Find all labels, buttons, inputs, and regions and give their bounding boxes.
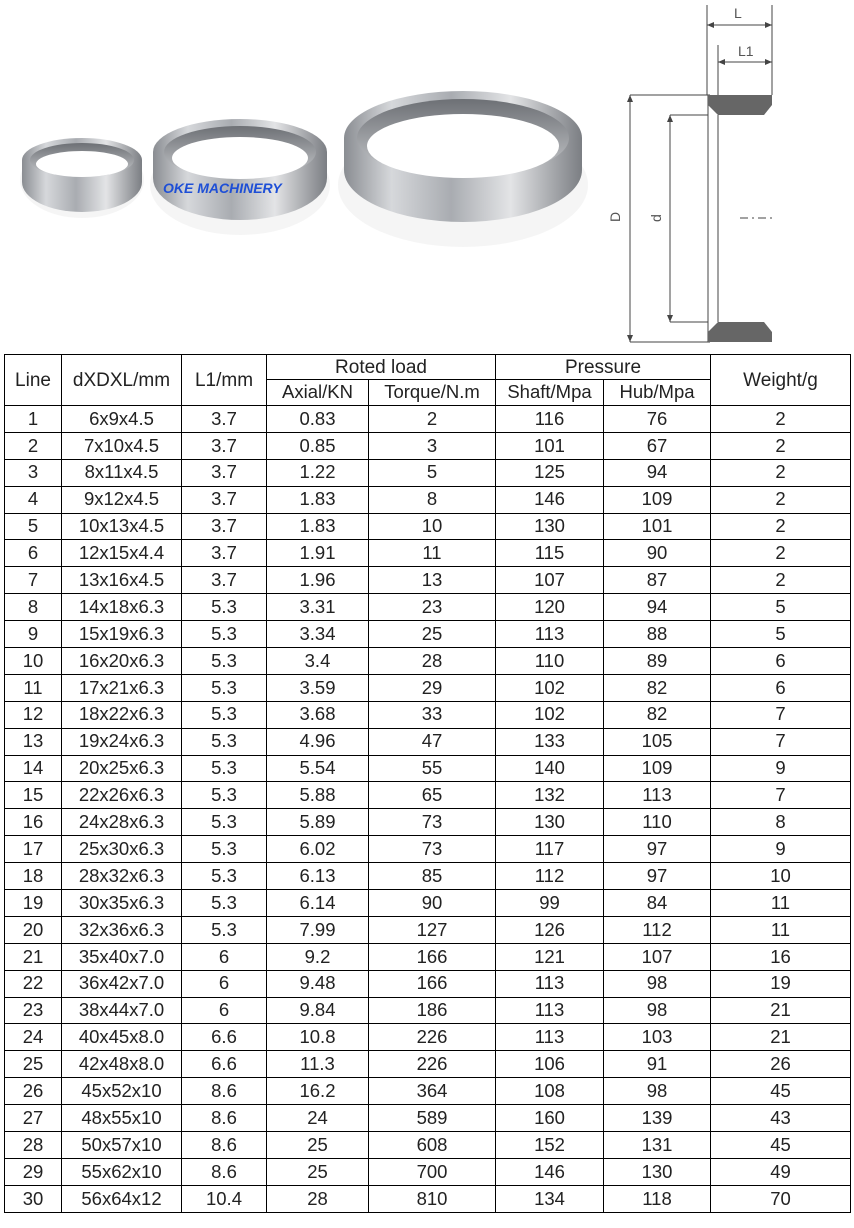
cell-l1: 3.7 (182, 406, 267, 433)
cell-axial: 6.14 (267, 890, 369, 917)
cell-shaft: 140 (496, 755, 604, 782)
cell-torque: 608 (369, 1132, 496, 1159)
cell-size: 50x57x10 (62, 1132, 182, 1159)
cell-hub: 90 (604, 540, 711, 567)
table-row (5, 782, 851, 809)
table-row (5, 755, 851, 782)
cell-torque: 186 (369, 997, 496, 1024)
cell-l1: 5.3 (182, 594, 267, 621)
cell-weight: 21 (711, 997, 851, 1024)
ring-section-bottom (708, 322, 772, 342)
cell-hub: 110 (604, 809, 711, 836)
cell-shaft: 115 (496, 540, 604, 567)
cell-line: 12 (5, 701, 62, 728)
cell-axial: 3.4 (267, 648, 369, 675)
cell-size: 55x62x10 (62, 1158, 182, 1185)
cell-weight: 45 (711, 1132, 851, 1159)
cell-axial: 25 (267, 1158, 369, 1185)
cell-size: 18x22x6.3 (62, 701, 182, 728)
cell-line: 8 (5, 594, 62, 621)
cell-torque: 166 (369, 943, 496, 970)
table-row (5, 567, 851, 594)
cell-l1: 6.6 (182, 1051, 267, 1078)
cell-l1: 5.3 (182, 701, 267, 728)
table-row (5, 1185, 851, 1212)
cell-line: 21 (5, 943, 62, 970)
cell-shaft: 134 (496, 1185, 604, 1212)
label-L1: L1 (738, 43, 754, 59)
cell-size: 13x16x4.5 (62, 567, 182, 594)
cell-axial: 4.96 (267, 728, 369, 755)
cell-torque: 33 (369, 701, 496, 728)
header-line: Line (5, 355, 62, 406)
cell-weight: 2 (711, 540, 851, 567)
product-photo (0, 0, 600, 352)
cell-weight: 2 (711, 432, 851, 459)
cell-hub: 98 (604, 1078, 711, 1105)
cell-axial: 9.2 (267, 943, 369, 970)
cell-line: 18 (5, 863, 62, 890)
watermark-text: OKE MACHINERY (163, 180, 282, 196)
table-row (5, 406, 851, 433)
cell-l1: 3.7 (182, 486, 267, 513)
label-D: D (607, 211, 623, 222)
cell-torque: 55 (369, 755, 496, 782)
cell-l1: 5.3 (182, 728, 267, 755)
table-row (5, 863, 851, 890)
cell-axial: 3.34 (267, 621, 369, 648)
cell-l1: 3.7 (182, 540, 267, 567)
cell-size: 42x48x8.0 (62, 1051, 182, 1078)
cell-line: 17 (5, 836, 62, 863)
cell-l1: 5.3 (182, 916, 267, 943)
table-row (5, 540, 851, 567)
table-row (5, 701, 851, 728)
cell-hub: 94 (604, 594, 711, 621)
cell-weight: 6 (711, 648, 851, 675)
cell-axial: 0.85 (267, 432, 369, 459)
cell-weight: 5 (711, 621, 851, 648)
cell-torque: 29 (369, 674, 496, 701)
table-row (5, 459, 851, 486)
cell-line: 19 (5, 890, 62, 917)
header-axial: Axial/KN (267, 380, 369, 406)
cell-line: 24 (5, 1024, 62, 1051)
cell-l1: 5.3 (182, 755, 267, 782)
cell-line: 23 (5, 997, 62, 1024)
table-row (5, 728, 851, 755)
cell-l1: 5.3 (182, 863, 267, 890)
cell-l1: 5.3 (182, 621, 267, 648)
cell-size: 12x15x4.4 (62, 540, 182, 567)
cell-axial: 24 (267, 1105, 369, 1132)
cell-weight: 11 (711, 890, 851, 917)
cell-torque: 13 (369, 567, 496, 594)
cell-size: 35x40x7.0 (62, 943, 182, 970)
cell-l1: 5.3 (182, 890, 267, 917)
cell-size: 15x19x6.3 (62, 621, 182, 648)
cell-l1: 8.6 (182, 1132, 267, 1159)
cell-weight: 5 (711, 594, 851, 621)
cell-line: 9 (5, 621, 62, 648)
cell-weight: 9 (711, 755, 851, 782)
cell-l1: 3.7 (182, 459, 267, 486)
cell-hub: 84 (604, 890, 711, 917)
cell-hub: 98 (604, 970, 711, 997)
cell-shaft: 130 (496, 513, 604, 540)
cell-weight: 7 (711, 728, 851, 755)
cell-axial: 1.91 (267, 540, 369, 567)
cell-line: 22 (5, 970, 62, 997)
cell-size: 19x24x6.3 (62, 728, 182, 755)
cell-l1: 5.3 (182, 836, 267, 863)
cell-torque: 25 (369, 621, 496, 648)
cell-line: 27 (5, 1105, 62, 1132)
cell-hub: 87 (604, 567, 711, 594)
cell-hub: 103 (604, 1024, 711, 1051)
cell-l1: 5.3 (182, 782, 267, 809)
cell-axial: 9.48 (267, 970, 369, 997)
cell-weight: 6 (711, 674, 851, 701)
cell-shaft: 102 (496, 701, 604, 728)
cell-shaft: 116 (496, 406, 604, 433)
cell-line: 7 (5, 567, 62, 594)
cell-hub: 109 (604, 755, 711, 782)
cell-line: 3 (5, 459, 62, 486)
table-row (5, 1132, 851, 1159)
cell-torque: 11 (369, 540, 496, 567)
cell-torque: 226 (369, 1024, 496, 1051)
header-l1: L1/mm (182, 355, 267, 406)
cell-size: 38x44x7.0 (62, 997, 182, 1024)
cell-torque: 90 (369, 890, 496, 917)
spec-table (4, 354, 851, 1213)
cell-l1: 3.7 (182, 513, 267, 540)
cell-line: 2 (5, 432, 62, 459)
table-row (5, 432, 851, 459)
table-row (5, 1105, 851, 1132)
label-d: d (648, 214, 664, 222)
small-ring-image (20, 138, 144, 218)
cell-line: 13 (5, 728, 62, 755)
cell-torque: 85 (369, 863, 496, 890)
cell-size: 45x52x10 (62, 1078, 182, 1105)
cell-weight: 8 (711, 809, 851, 836)
cell-axial: 3.59 (267, 674, 369, 701)
medium-ring-image (150, 119, 330, 235)
cell-axial: 5.89 (267, 809, 369, 836)
cell-hub: 109 (604, 486, 711, 513)
cell-axial: 9.84 (267, 997, 369, 1024)
table-row (5, 621, 851, 648)
table-row (5, 916, 851, 943)
cell-axial: 1.83 (267, 513, 369, 540)
cell-weight: 43 (711, 1105, 851, 1132)
cell-axial: 5.54 (267, 755, 369, 782)
table-body (5, 406, 851, 1213)
cell-weight: 7 (711, 782, 851, 809)
header-hub: Hub/Mpa (604, 380, 711, 406)
cell-l1: 6.6 (182, 1024, 267, 1051)
cell-l1: 5.3 (182, 648, 267, 675)
cell-hub: 82 (604, 674, 711, 701)
cell-axial: 1.22 (267, 459, 369, 486)
cell-axial: 1.83 (267, 486, 369, 513)
cell-weight: 16 (711, 943, 851, 970)
cell-size: 7x10x4.5 (62, 432, 182, 459)
cross-section-drawing (600, 0, 854, 352)
cell-line: 15 (5, 782, 62, 809)
cell-size: 9x12x4.5 (62, 486, 182, 513)
cell-hub: 91 (604, 1051, 711, 1078)
header-figure (0, 0, 854, 352)
cell-torque: 5 (369, 459, 496, 486)
table-row (5, 674, 851, 701)
cell-size: 16x20x6.3 (62, 648, 182, 675)
cell-axial: 16.2 (267, 1078, 369, 1105)
cell-l1: 8.6 (182, 1078, 267, 1105)
cell-weight: 70 (711, 1185, 851, 1212)
cell-hub: 89 (604, 648, 711, 675)
cell-axial: 7.99 (267, 916, 369, 943)
cell-size: 22x26x6.3 (62, 782, 182, 809)
cell-shaft: 113 (496, 997, 604, 1024)
cell-shaft: 112 (496, 863, 604, 890)
cell-size: 32x36x6.3 (62, 916, 182, 943)
cell-weight: 19 (711, 970, 851, 997)
cell-hub: 118 (604, 1185, 711, 1212)
cell-l1: 6 (182, 943, 267, 970)
cell-l1: 10.4 (182, 1185, 267, 1212)
cell-weight: 21 (711, 1024, 851, 1051)
cell-weight: 2 (711, 486, 851, 513)
cell-axial: 6.13 (267, 863, 369, 890)
cell-shaft: 99 (496, 890, 604, 917)
cell-shaft: 121 (496, 943, 604, 970)
cell-torque: 3 (369, 432, 496, 459)
cell-l1: 8.6 (182, 1105, 267, 1132)
cell-size: 20x25x6.3 (62, 755, 182, 782)
cell-torque: 700 (369, 1158, 496, 1185)
cell-torque: 2 (369, 406, 496, 433)
table-row (5, 513, 851, 540)
cell-l1: 3.7 (182, 432, 267, 459)
cell-hub: 113 (604, 782, 711, 809)
cell-weight: 2 (711, 406, 851, 433)
cell-torque: 166 (369, 970, 496, 997)
cell-size: 6x9x4.5 (62, 406, 182, 433)
cell-axial: 3.68 (267, 701, 369, 728)
cell-torque: 10 (369, 513, 496, 540)
cell-shaft: 133 (496, 728, 604, 755)
cell-line: 6 (5, 540, 62, 567)
cell-size: 25x30x6.3 (62, 836, 182, 863)
cell-hub: 105 (604, 728, 711, 755)
cell-hub: 88 (604, 621, 711, 648)
cell-torque: 28 (369, 648, 496, 675)
cell-size: 30x35x6.3 (62, 890, 182, 917)
cell-line: 25 (5, 1051, 62, 1078)
cell-axial: 6.02 (267, 836, 369, 863)
cell-line: 26 (5, 1078, 62, 1105)
cell-shaft: 110 (496, 648, 604, 675)
cell-weight: 10 (711, 863, 851, 890)
cell-torque: 810 (369, 1185, 496, 1212)
table-row (5, 1158, 851, 1185)
cell-size: 17x21x6.3 (62, 674, 182, 701)
table-row (5, 943, 851, 970)
cell-torque: 364 (369, 1078, 496, 1105)
cell-hub: 82 (604, 701, 711, 728)
table-row (5, 809, 851, 836)
table-row (5, 890, 851, 917)
cell-shaft: 113 (496, 970, 604, 997)
cell-torque: 226 (369, 1051, 496, 1078)
cell-line: 5 (5, 513, 62, 540)
cell-weight: 9 (711, 836, 851, 863)
label-L: L (734, 5, 742, 21)
cell-shaft: 132 (496, 782, 604, 809)
cell-l1: 3.7 (182, 567, 267, 594)
cell-shaft: 120 (496, 594, 604, 621)
cell-torque: 73 (369, 809, 496, 836)
cell-hub: 112 (604, 916, 711, 943)
cell-l1: 5.3 (182, 674, 267, 701)
cell-axial: 25 (267, 1132, 369, 1159)
cell-weight: 7 (711, 701, 851, 728)
cell-l1: 8.6 (182, 1158, 267, 1185)
header-roted-load: Roted load (267, 355, 496, 380)
ring-section-top (708, 95, 772, 115)
table-row (5, 997, 851, 1024)
cell-weight: 45 (711, 1078, 851, 1105)
cell-line: 4 (5, 486, 62, 513)
table-row (5, 486, 851, 513)
cell-shaft: 113 (496, 621, 604, 648)
cell-l1: 6 (182, 970, 267, 997)
cell-shaft: 107 (496, 567, 604, 594)
cell-size: 48x55x10 (62, 1105, 182, 1132)
cell-size: 40x45x8.0 (62, 1024, 182, 1051)
cell-size: 14x18x6.3 (62, 594, 182, 621)
cell-torque: 47 (369, 728, 496, 755)
cell-hub: 97 (604, 836, 711, 863)
cell-line: 20 (5, 916, 62, 943)
cell-hub: 107 (604, 943, 711, 970)
cell-size: 8x11x4.5 (62, 459, 182, 486)
cell-shaft: 117 (496, 836, 604, 863)
cell-torque: 23 (369, 594, 496, 621)
large-ring-image (338, 91, 588, 247)
cell-shaft: 125 (496, 459, 604, 486)
cell-axial: 11.3 (267, 1051, 369, 1078)
table-row (5, 1024, 851, 1051)
cell-size: 24x28x6.3 (62, 809, 182, 836)
cell-weight: 2 (711, 513, 851, 540)
table-row (5, 970, 851, 997)
cell-weight: 2 (711, 459, 851, 486)
cell-line: 1 (5, 406, 62, 433)
header-weight: Weight/g (711, 355, 851, 406)
cell-axial: 3.31 (267, 594, 369, 621)
cell-shaft: 160 (496, 1105, 604, 1132)
cell-hub: 130 (604, 1158, 711, 1185)
cell-shaft: 106 (496, 1051, 604, 1078)
cell-hub: 94 (604, 459, 711, 486)
cell-axial: 1.96 (267, 567, 369, 594)
cell-shaft: 126 (496, 916, 604, 943)
cell-shaft: 152 (496, 1132, 604, 1159)
cell-axial: 0.83 (267, 406, 369, 433)
cell-weight: 26 (711, 1051, 851, 1078)
cell-torque: 73 (369, 836, 496, 863)
cell-line: 14 (5, 755, 62, 782)
cell-weight: 49 (711, 1158, 851, 1185)
cell-hub: 98 (604, 997, 711, 1024)
cell-size: 36x42x7.0 (62, 970, 182, 997)
cell-shaft: 146 (496, 1158, 604, 1185)
table-row (5, 648, 851, 675)
cell-axial: 5.88 (267, 782, 369, 809)
cell-shaft: 146 (496, 486, 604, 513)
cell-weight: 2 (711, 567, 851, 594)
cell-shaft: 108 (496, 1078, 604, 1105)
cell-hub: 67 (604, 432, 711, 459)
cell-weight: 11 (711, 916, 851, 943)
header-size: dXDXL/mm (62, 355, 182, 406)
header-pressure: Pressure (496, 355, 711, 380)
cell-line: 16 (5, 809, 62, 836)
table-row (5, 1051, 851, 1078)
header-shaft: Shaft/Mpa (496, 380, 604, 406)
cell-line: 30 (5, 1185, 62, 1212)
header-torque: Torque/N.m (369, 380, 496, 406)
cell-shaft: 102 (496, 674, 604, 701)
cell-hub: 131 (604, 1132, 711, 1159)
cell-shaft: 130 (496, 809, 604, 836)
cell-torque: 589 (369, 1105, 496, 1132)
cell-hub: 101 (604, 513, 711, 540)
table-row (5, 1078, 851, 1105)
cell-hub: 76 (604, 406, 711, 433)
cell-size: 10x13x4.5 (62, 513, 182, 540)
cell-size: 56x64x12 (62, 1185, 182, 1212)
cell-torque: 127 (369, 916, 496, 943)
cell-l1: 5.3 (182, 809, 267, 836)
cell-axial: 10.8 (267, 1024, 369, 1051)
cell-line: 28 (5, 1132, 62, 1159)
cell-line: 29 (5, 1158, 62, 1185)
cell-hub: 97 (604, 863, 711, 890)
cell-axial: 28 (267, 1185, 369, 1212)
cell-line: 11 (5, 674, 62, 701)
cell-torque: 8 (369, 486, 496, 513)
cell-l1: 6 (182, 997, 267, 1024)
cell-line: 10 (5, 648, 62, 675)
table-row (5, 594, 851, 621)
cell-shaft: 101 (496, 432, 604, 459)
cell-torque: 65 (369, 782, 496, 809)
cell-size: 28x32x6.3 (62, 863, 182, 890)
cell-shaft: 113 (496, 1024, 604, 1051)
table-row (5, 836, 851, 863)
cell-hub: 139 (604, 1105, 711, 1132)
